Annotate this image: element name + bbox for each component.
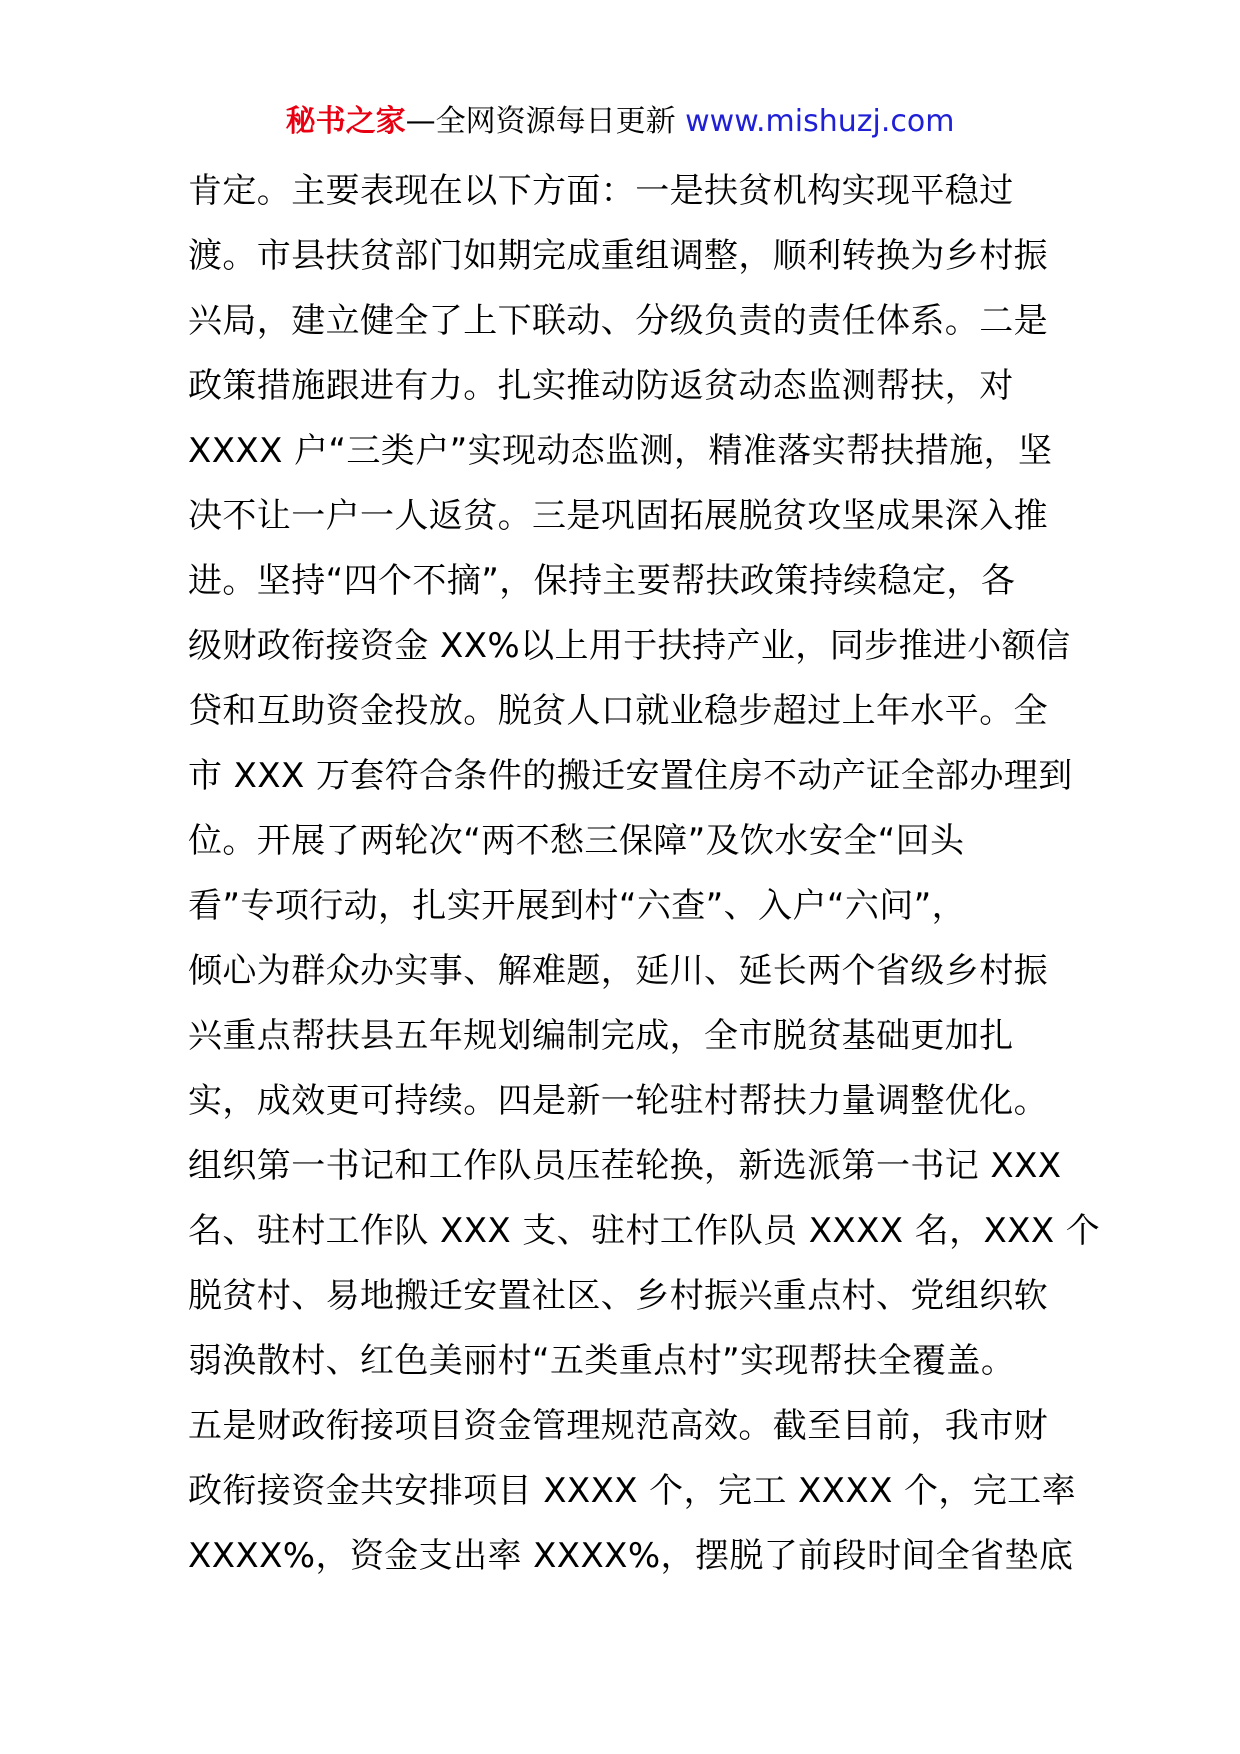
text-line: 进。坚持“四个不摘”，保持主要帮扶政策持续稳定，各 bbox=[188, 561, 1016, 601]
text-line: 级财政衔接资金 XX%以上用于扶持产业，同步推进小额信 bbox=[188, 626, 1071, 666]
text-line: 实，成效更可持续。四是新一轮驻村帮扶力量调整优化。 bbox=[188, 1081, 1048, 1121]
text-line: 看”专项行动，扎实开展到村“六查”、入户“六问”， bbox=[188, 886, 967, 926]
page-header bbox=[0, 100, 1240, 144]
text-line: 组织第一书记和工作队员压茬轮换，新选派第一书记 XXX bbox=[188, 1146, 1062, 1186]
text-line: 渡。市县扶贫部门如期完成重组调整，顺利转换为乡村振 bbox=[188, 236, 1048, 276]
text-line: 弱涣散村、红色美丽村“五类重点村”实现帮扶全覆盖。 bbox=[188, 1341, 1016, 1381]
text-line: 市 XXX 万套符合条件的搬迁安置住房不动产证全部办理到 bbox=[188, 756, 1073, 796]
text-line: 名、驻村工作队 XXX 支、驻村工作队员 XXXX 名，XXX 个 bbox=[188, 1211, 1101, 1251]
text-line: 政衔接资金共安排项目 XXXX 个，完工 XXXX 个，完工率 bbox=[188, 1471, 1076, 1511]
text-line: 位。开展了两轮次“两不愁三保障”及饮水安全“回头 bbox=[188, 821, 965, 861]
site-url[interactable]: www.mishuzj.com bbox=[685, 104, 955, 139]
text-line: 脱贫村、易地搬迁安置社区、乡村振兴重点村、党组织软 bbox=[188, 1276, 1048, 1316]
text-line: 兴局，建立健全了上下联动、分级负责的责任体系。二是 bbox=[188, 301, 1048, 341]
text-line: 五是财政衔接项目资金管理规范高效。截至目前，我市财 bbox=[188, 1406, 1048, 1446]
text-line: 决不让一户一人返贫。三是巩固拓展脱贫攻坚成果深入推 bbox=[188, 496, 1048, 536]
document-body bbox=[188, 159, 1101, 1589]
text-line: 贷和互助资金投放。脱贫人口就业稳步超过上年水平。全 bbox=[188, 691, 1048, 731]
text-line: 倾心为群众办实事、解难题，延川、延长两个省级乡村振 bbox=[188, 951, 1048, 991]
text-line: 兴重点帮扶县五年规划编制完成，全市脱贫基础更加扎 bbox=[188, 1016, 1014, 1056]
text-line: XXXX 户“三类户”实现动态监测，精准落实帮扶措施，坚 bbox=[188, 431, 1053, 471]
text-line: XXXX%，资金支出率 XXXX%，摆脱了前段时间全省垫底 bbox=[188, 1536, 1074, 1576]
brand-name: 秘书之家 bbox=[285, 104, 406, 139]
header-tagline: —全网资源每日更新 bbox=[405, 104, 676, 139]
text-line: 肯定。主要表现在以下方面：一是扶贫机构实现平稳过 bbox=[188, 171, 1014, 211]
text-line: 政策措施跟进有力。扎实推动防返贫动态监测帮扶，对 bbox=[188, 366, 1014, 406]
